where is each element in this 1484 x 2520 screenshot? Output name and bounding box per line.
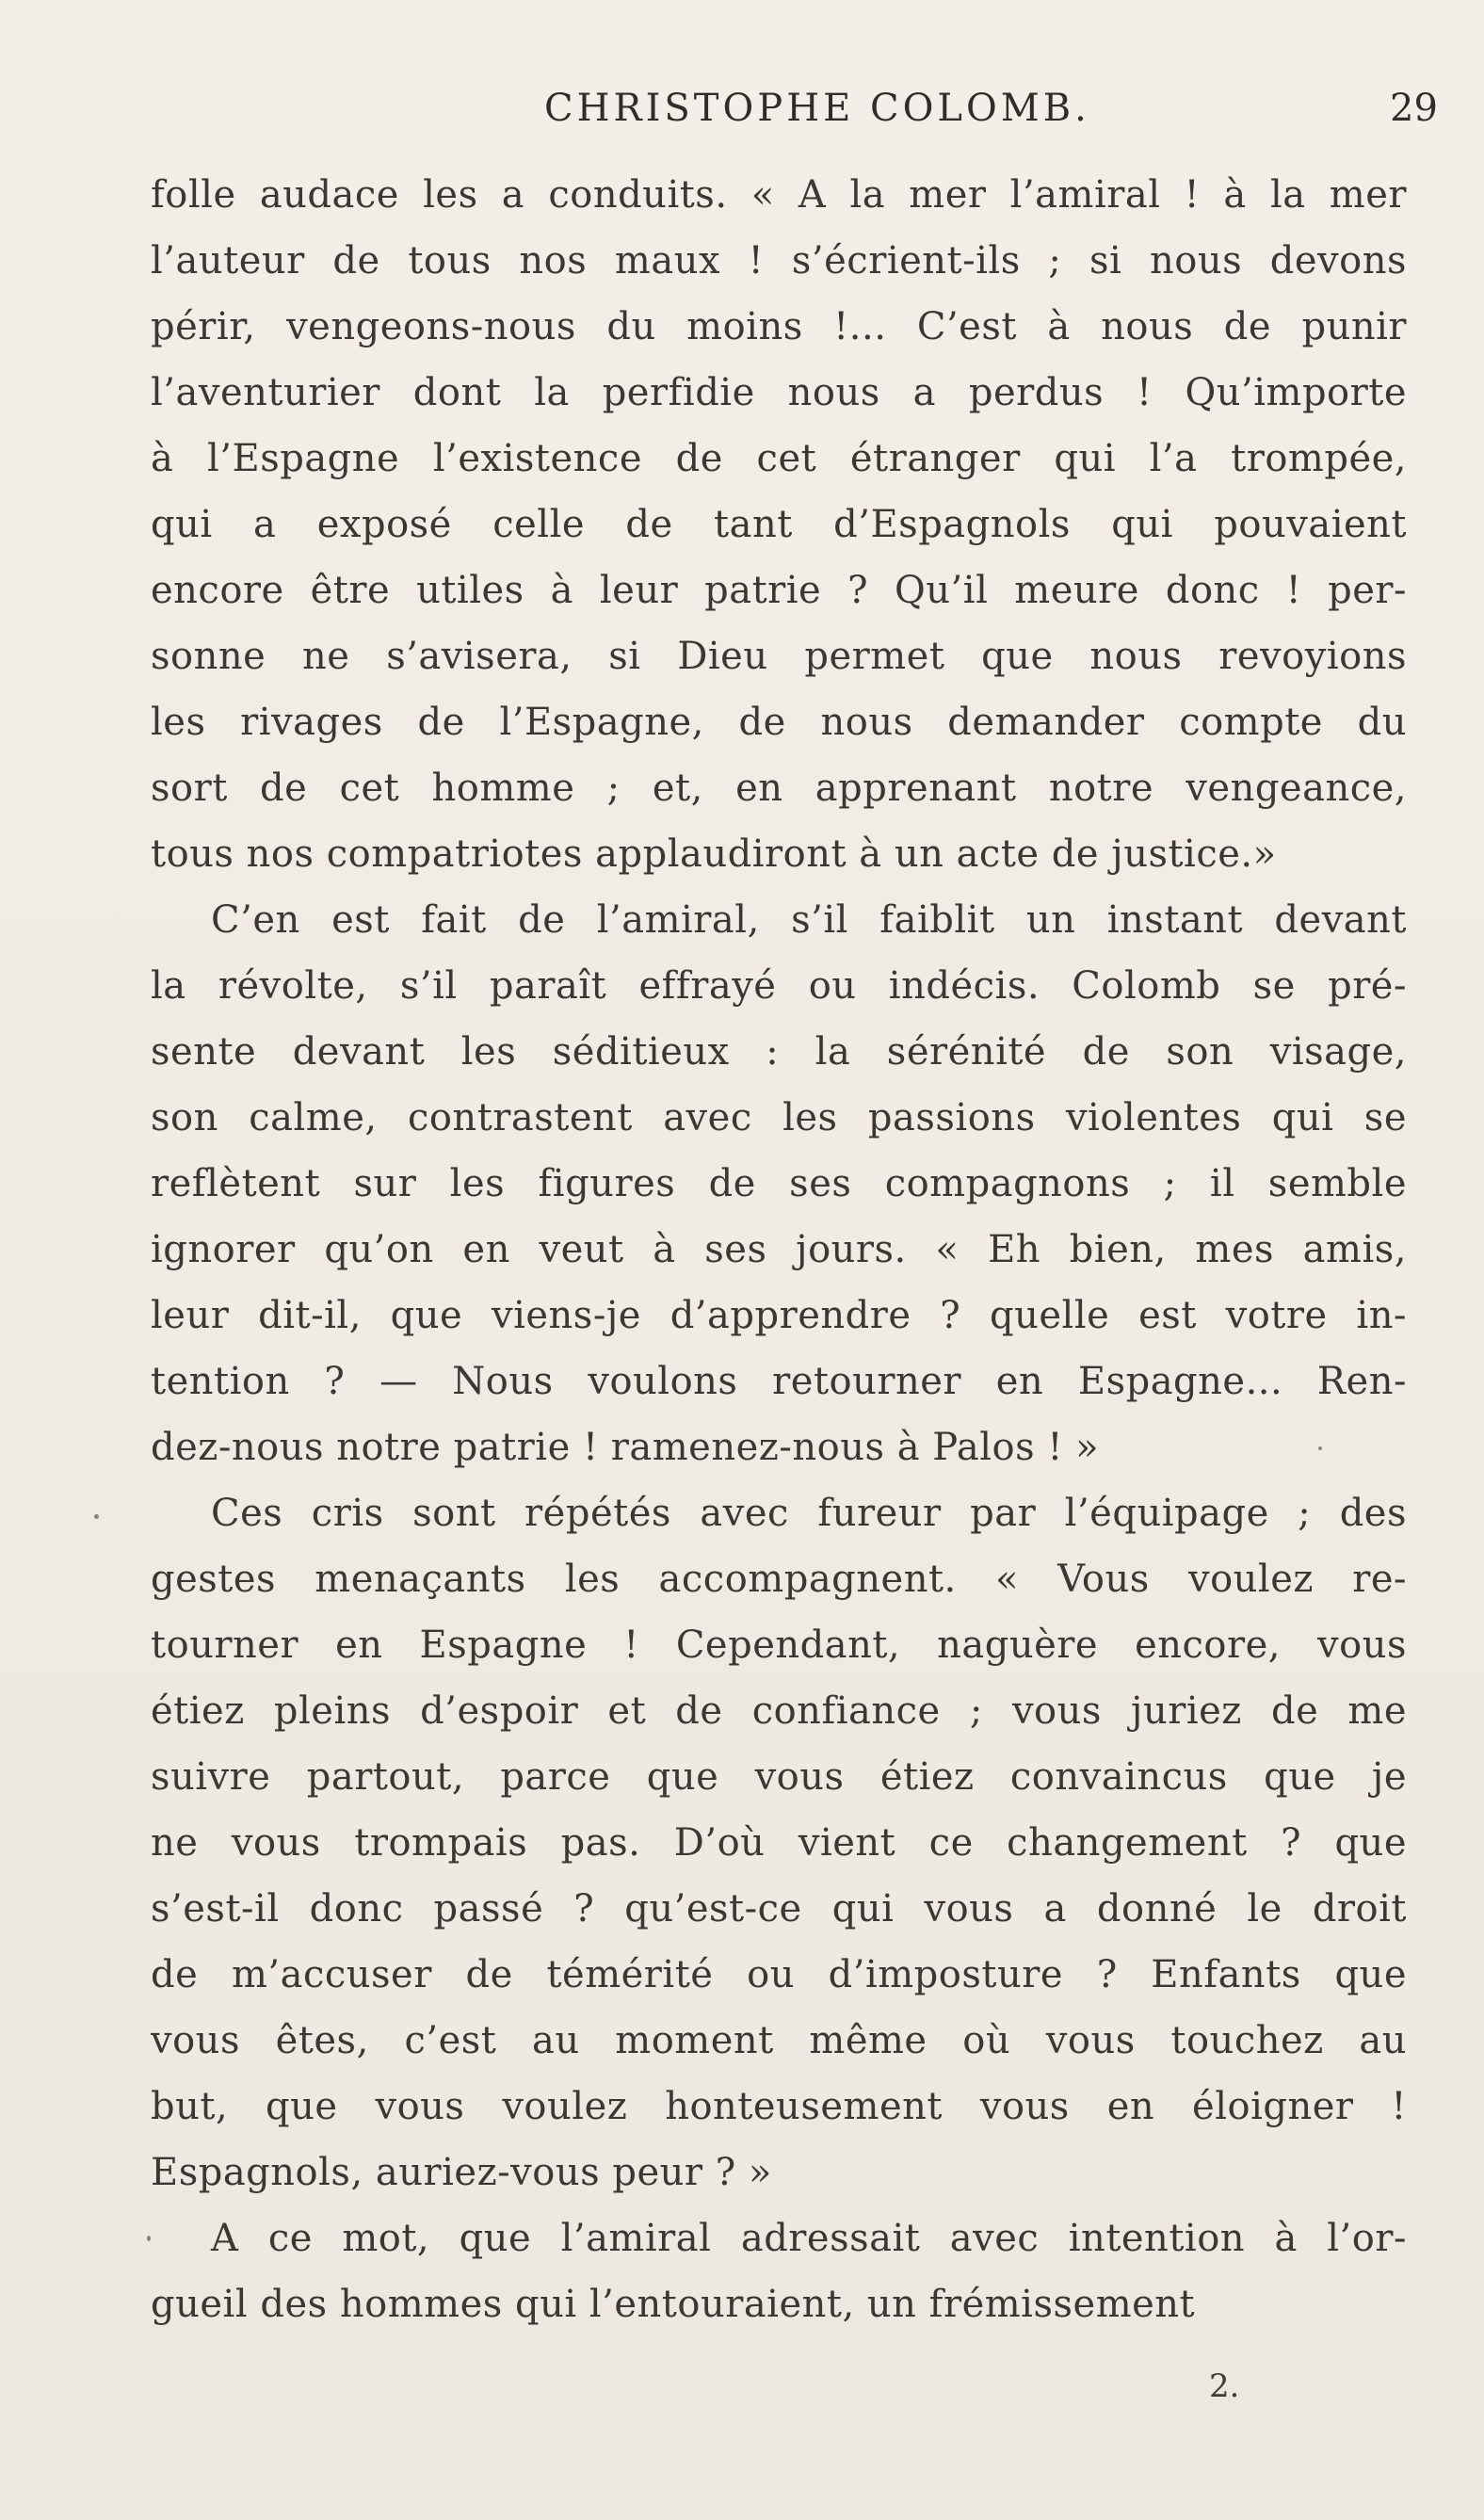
text-line: à l’Espagne l’existence de cet étranger qui l’a trompée, bbox=[151, 437, 1407, 480]
paragraph-first-line: Ces cris sont répétés avec fureur par l’équipage ; des bbox=[211, 1492, 1407, 1535]
text-line: qui a exposé celle de tant d’Espagnols qui pouvaient bbox=[151, 503, 1407, 546]
text-line: étiez pleins d’espoir et de confiance ; vous juriez de me bbox=[151, 1689, 1407, 1733]
text-line: de m’accuser de témérité ou d’imposture ? Enfants que bbox=[151, 1953, 1407, 1996]
text-line: sente devant les séditieux : la sérénité de son visage, bbox=[151, 1030, 1407, 1074]
text-line: but, que vous voulez honteusement vous en éloigner ! bbox=[151, 2085, 1407, 2128]
text-line: les rivages de l’Espagne, de nous demander compte du bbox=[151, 701, 1407, 744]
paper-speck bbox=[94, 1514, 99, 1519]
text-line: gestes menaçants les accompagnent. « Vous voulez re- bbox=[151, 1558, 1407, 1601]
paper-speck bbox=[1318, 1446, 1322, 1450]
text-line: encore être utiles à leur patrie ? Qu’il meure donc ! per- bbox=[151, 569, 1407, 612]
paragraph-first-line: C’en est fait de l’amiral, s’il faiblit un instant devant bbox=[211, 898, 1407, 942]
text-line: vous êtes, c’est au moment même où vous touchez au bbox=[151, 2019, 1407, 2062]
text-line: sort de cet homme ; et, en apprenant notre vengeance, bbox=[151, 767, 1407, 810]
text-line: l’auteur de tous nos maux ! s’écrient-ils ; si nous devons bbox=[151, 239, 1407, 283]
text-line: tourner en Espagne ! Cependant, naguère encore, vous bbox=[151, 1623, 1407, 1667]
text-line: gueil des hommes qui l’entouraient, un frémissement bbox=[151, 2283, 1196, 2326]
text-line: la révolte, s’il paraît effrayé ou indécis. Colomb se pré- bbox=[151, 964, 1407, 1008]
text-line: périr, vengeons-nous du moins !... C’est à nous de punir bbox=[151, 305, 1407, 348]
text-line: tention ? — Nous voulons retourner en Espagne... Ren- bbox=[151, 1360, 1407, 1403]
printer-signature-mark: 2. bbox=[1209, 2367, 1240, 2405]
paragraph-first-line: A ce mot, que l’amiral adressait avec intention à l’or- bbox=[211, 2217, 1407, 2260]
text-line: son calme, contrastent avec les passions violentes qui se bbox=[151, 1096, 1407, 1139]
text-line: Espagnols, auriez-vous peur ? » bbox=[151, 2151, 772, 2194]
text-line: s’est-il donc passé ? qu’est-ce qui vous a donné le droit bbox=[151, 1887, 1407, 1930]
running-title: CHRISTOPHE COLOMB. bbox=[544, 87, 1090, 130]
text-line: folle audace les a conduits. « A la mer l’amiral ! à la mer bbox=[151, 173, 1407, 217]
text-line: ne vous trompais pas. D’où vient ce changement ? que bbox=[151, 1821, 1407, 1865]
page-number: 29 bbox=[1390, 87, 1438, 130]
text-line: l’aventurier dont la perfidie nous a perdus ! Qu’importe bbox=[151, 371, 1407, 414]
paper-speck bbox=[147, 2236, 151, 2241]
text-line: tous nos compatriotes applaudiront à un acte de justice.» bbox=[151, 832, 1277, 876]
text-line: dez-nous notre patrie ! ramenez-nous à Palos ! » bbox=[151, 1426, 1100, 1469]
text-line: suivre partout, parce que vous étiez convaincus que je bbox=[151, 1755, 1407, 1799]
text-line: leur dit-il, que viens-je d’apprendre ? quelle est votre in- bbox=[151, 1294, 1407, 1337]
body-text bbox=[151, 162, 1407, 2337]
page-header bbox=[0, 87, 1484, 143]
text-line: ignorer qu’on en veut à ses jours. « Eh bien, mes amis, bbox=[151, 1228, 1407, 1271]
text-line: sonne ne s’avisera, si Dieu permet que nous revoyions bbox=[151, 635, 1407, 678]
text-line: reflètent sur les figures de ses compagnons ; il semble bbox=[151, 1162, 1407, 1205]
